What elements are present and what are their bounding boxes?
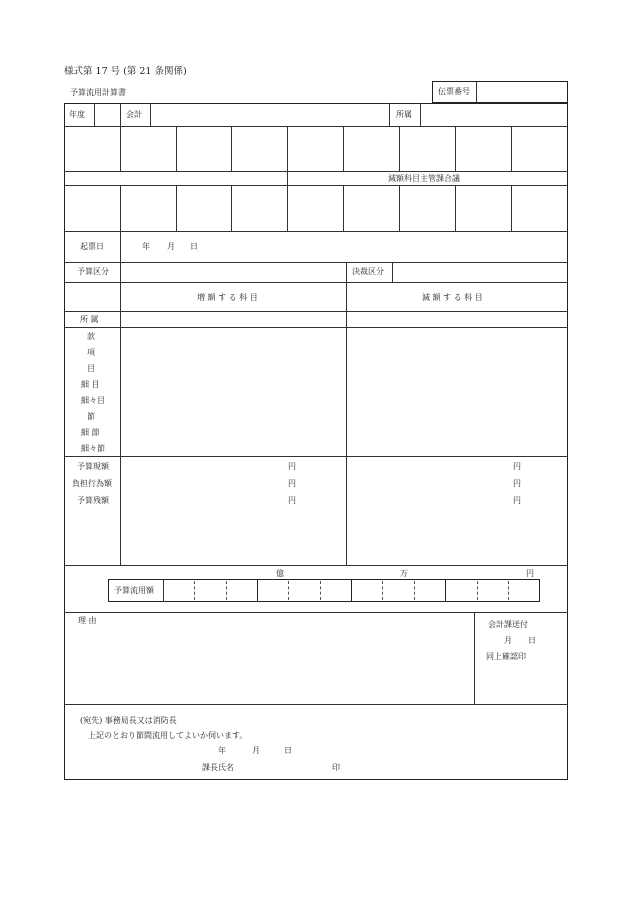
yosan-kubun-label: 予算区分 [77, 267, 109, 276]
shozoku-field[interactable] [422, 105, 566, 124]
kaikei-sofu-label: 会計課送付 [488, 620, 528, 629]
kaikei-hi: 日 [528, 636, 536, 645]
kacho-name-field[interactable] [240, 760, 330, 774]
kamoku-kan: 款 [87, 332, 95, 341]
kaikei-label: 会計 [126, 110, 142, 119]
kamoku-saisaisetsu: 細々節 [81, 444, 105, 453]
ukagai-nen: 年 [218, 746, 226, 755]
kihyo-tsuki: 月 [167, 242, 175, 251]
yosan-kubun-field[interactable] [122, 264, 344, 280]
zougaku-amount-field[interactable] [122, 458, 344, 563]
yen-g2: 円 [513, 479, 521, 488]
in-label: 印 [332, 763, 340, 772]
kaikei-field[interactable] [152, 105, 387, 124]
zougaku-label: 増 額 す る 科 目 [197, 293, 258, 302]
denpyo-label: 伝票番号 [438, 87, 470, 96]
kihyo-hi: 日 [190, 242, 198, 251]
yen-z2: 円 [288, 479, 296, 488]
approval-stamps-top[interactable] [121, 127, 567, 170]
gengaku-label: 減額科目主管課合議 [388, 174, 460, 183]
genngaku-shozoku-field[interactable] [348, 312, 566, 326]
yen-g3: 円 [513, 496, 521, 505]
zougaku-shozoku-field[interactable] [122, 312, 344, 326]
doc-title: 予算流用計算書 [70, 88, 126, 97]
kamoku-saisetsu: 細 節 [81, 428, 100, 437]
genngaku-label: 減 額 す る 科 目 [422, 293, 483, 302]
kihyo-nen: 年 [142, 242, 150, 251]
ryuyou-gaku-label: 予算流用額 [114, 586, 154, 595]
kihyo-label: 起票日 [80, 242, 104, 251]
zougaku-kamoku-field[interactable] [122, 329, 344, 454]
riyu-field[interactable] [66, 628, 472, 702]
yen-z1: 円 [288, 462, 296, 471]
yosan-zangaku-label: 予算残額 [77, 496, 109, 505]
kacho-label: 課長氏名 [202, 763, 234, 772]
kaikei-tsuki: 月 [504, 636, 512, 645]
form-number: 様式第 17 号 (第 21 条関係) [64, 66, 187, 77]
atesaki-text: (宛先) 事務局長又は消防長 [80, 716, 177, 725]
joki-text: 上記のとおり節間流用してよいか伺います。 [88, 731, 248, 740]
riyu-label: 理 由 [78, 616, 97, 625]
kakunin-label: 同上確認印 [486, 652, 526, 661]
denpyo-number-field[interactable] [478, 83, 566, 101]
shozoku-label: 所属 [396, 110, 412, 119]
kamoku-saimoku: 細 目 [81, 380, 100, 389]
nendo-field[interactable] [96, 105, 118, 124]
kessai-kubun-label: 決裁区分 [352, 267, 384, 276]
kamoku-setsu: 節 [87, 412, 95, 421]
shozoku2-label: 所 属 [80, 315, 99, 324]
yosan-gengaku-label: 予算現額 [77, 462, 109, 471]
futan-koui-label: 負担行為額 [72, 479, 112, 488]
kamoku-moku: 目 [87, 364, 95, 373]
approval-stamps-bottom[interactable] [121, 186, 567, 230]
kamoku-kou: 項 [87, 348, 95, 357]
man-label: 万 [400, 569, 408, 578]
yen-g1: 円 [513, 462, 521, 471]
yen-label: 円 [526, 569, 534, 578]
ukagai-hi: 日 [284, 746, 292, 755]
genngaku-kamoku-field[interactable] [348, 329, 566, 454]
kamoku-saisaimoku: 細々目 [81, 396, 105, 405]
yen-z3: 円 [288, 496, 296, 505]
kessai-kubun-field[interactable] [394, 264, 566, 280]
genngaku-amount-field[interactable] [348, 458, 566, 563]
ryuyou-gaku-field[interactable] [165, 581, 538, 600]
oku-label: 億 [276, 569, 284, 578]
ukagai-tsuki: 月 [252, 746, 260, 755]
nendo-label: 年度 [69, 110, 85, 119]
